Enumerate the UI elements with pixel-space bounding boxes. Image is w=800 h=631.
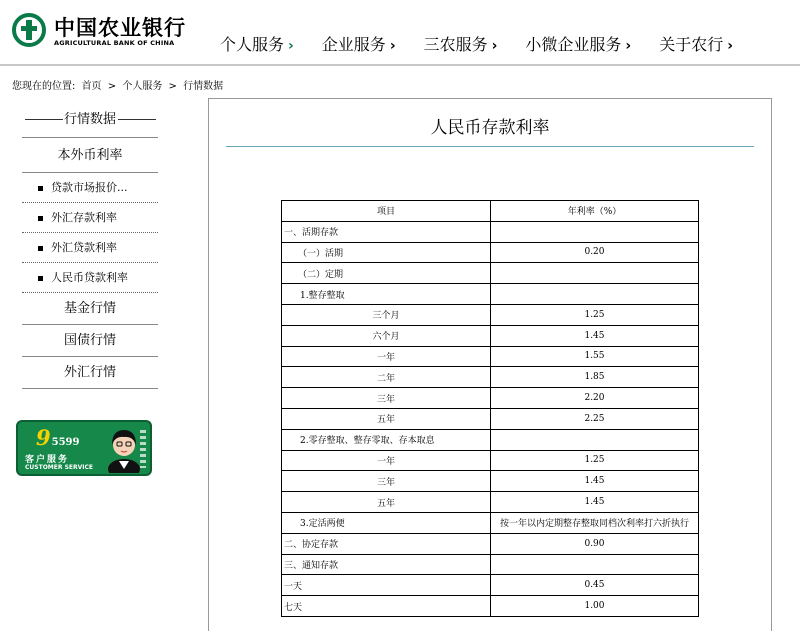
row-rate-value: 1.85	[491, 367, 699, 388]
row-rate-value: 1.00	[491, 596, 699, 617]
column-header-item: 项目	[282, 201, 491, 222]
breadcrumb-personal-services[interactable]: 个人服务	[122, 81, 163, 92]
row-rate-value	[491, 554, 699, 575]
table-row	[282, 388, 699, 409]
sidebar-item-fx-market[interactable]: 外汇行情	[22, 357, 158, 389]
customer-service-banner[interactable]	[16, 420, 152, 476]
row-label: 一年	[282, 346, 491, 367]
row-label: 五年	[282, 408, 491, 429]
decorative-stripes	[140, 430, 146, 468]
row-rate-value	[491, 263, 699, 284]
nav-corporate-services[interactable]: 企业服务 ›	[321, 35, 396, 54]
table-row	[282, 492, 699, 513]
nav-about-abc[interactable]: 关于农行 ›	[659, 35, 733, 54]
square-bullet-icon	[38, 246, 43, 251]
table-row	[282, 221, 699, 242]
breadcrumb	[12, 77, 226, 92]
table-row	[282, 533, 699, 554]
site-header	[0, 0, 800, 66]
nav-small-business-services[interactable]: 小微企业服务 ›	[525, 35, 632, 54]
table-row	[282, 575, 699, 596]
row-label: （一）活期	[282, 242, 491, 263]
sidebar	[22, 102, 158, 389]
nav-personal-services[interactable]: 个人服务 ›	[220, 35, 294, 54]
sidebar-item-fx-loan-rates[interactable]: 外汇贷款利率	[22, 233, 158, 263]
service-agent-avatar-icon	[106, 425, 142, 473]
breadcrumb-prefix: 您现在的位置:	[12, 81, 76, 92]
content-panel	[208, 98, 772, 631]
sidebar-item-lpr[interactable]: 贷款市场报价...	[22, 173, 158, 203]
square-bullet-icon	[38, 216, 43, 221]
row-rate-value: 0.90	[491, 533, 699, 554]
table-row	[282, 408, 699, 429]
chevron-right-icon: ›	[491, 38, 498, 54]
table-row	[282, 263, 699, 284]
row-rate-value: 2.20	[491, 388, 699, 409]
table-row	[282, 554, 699, 575]
row-label: 三年	[282, 388, 491, 409]
row-rate-value: 1.45	[491, 471, 699, 492]
row-rate-value	[491, 429, 699, 450]
row-rate-value: 2.25	[491, 408, 699, 429]
customer-service-label-en: CUSTOMER SERVICE	[25, 464, 93, 471]
table-row	[282, 242, 699, 263]
breadcrumb-separator: >	[107, 81, 117, 92]
table-header-row	[282, 201, 699, 222]
table-row	[282, 367, 699, 388]
sidebar-item-rmb-loan-rates[interactable]: 人民币贷款利率	[22, 263, 158, 293]
customer-service-label: 客户服务	[25, 455, 70, 465]
row-rate-value: 1.25	[491, 304, 699, 325]
chevron-right-icon: ›	[625, 38, 632, 54]
table-row	[282, 346, 699, 367]
row-label: 三、通知存款	[282, 554, 491, 575]
row-label: 七天	[282, 596, 491, 617]
hotline-number: 95599	[36, 425, 80, 450]
breadcrumb-home[interactable]: 首页	[81, 81, 102, 92]
table-row	[282, 429, 699, 450]
logo-english-name: AGRICULTURAL BANK OF CHINA	[54, 39, 175, 47]
row-rate-value: 0.45	[491, 575, 699, 596]
sidebar-item-bond-market[interactable]: 国债行情	[22, 325, 158, 357]
abc-emblem-icon	[12, 13, 46, 47]
row-label: 三个月	[282, 304, 491, 325]
breadcrumb-separator: >	[168, 81, 177, 92]
row-label: 五年	[282, 492, 491, 513]
chevron-right-icon: ›	[288, 38, 294, 54]
row-label: 1.整存整取	[282, 284, 491, 305]
title-divider	[226, 146, 754, 147]
table-row	[282, 325, 699, 346]
row-rate-value: 1.45	[491, 492, 699, 513]
sidebar-heading-text: 行情数据	[63, 112, 116, 127]
row-rate-value	[491, 284, 699, 305]
table-row	[282, 304, 699, 325]
square-bullet-icon	[38, 276, 43, 281]
sidebar-item-fund-market[interactable]: 基金行情	[22, 293, 158, 325]
square-bullet-icon	[38, 186, 43, 191]
row-label: 六个月	[282, 325, 491, 346]
sidebar-item-fx-deposit-rates[interactable]: 外汇存款利率	[22, 203, 158, 233]
table-row	[282, 596, 699, 617]
row-rate-value: 0.20	[491, 242, 699, 263]
table-row	[282, 512, 699, 533]
bank-logo[interactable]	[12, 12, 192, 52]
sidebar-section-fx-rates[interactable]: 本外币利率	[22, 137, 158, 173]
sidebar-heading	[22, 102, 158, 137]
row-label: 二年	[282, 367, 491, 388]
deposit-rates-table	[281, 200, 699, 617]
row-rate-value: 1.45	[491, 325, 699, 346]
row-rate-value: 1.25	[491, 450, 699, 471]
breadcrumb-current: 行情数据	[183, 81, 224, 92]
heading-rule-right	[118, 119, 156, 120]
row-label: 一天	[282, 575, 491, 596]
row-label: 一、活期存款	[282, 221, 491, 242]
logo-chinese-name: 中国农业银行	[54, 15, 186, 40]
column-header-rate: 年利率（%）	[491, 201, 699, 222]
row-label: 二、协定存款	[282, 533, 491, 554]
row-label: 一年	[282, 450, 491, 471]
heading-rule-left	[25, 119, 63, 120]
chevron-right-icon: ›	[727, 38, 733, 54]
nav-rural-services[interactable]: 三农服务 ›	[423, 35, 498, 54]
main-nav	[205, 32, 761, 56]
row-rate-value: 按一年以内定期整存整取同档次利率打六折执行	[491, 512, 699, 533]
row-rate-value	[491, 221, 699, 242]
row-label: 2.零存整取、整存零取、存本取息	[282, 429, 491, 450]
row-rate-value: 1.55	[491, 346, 699, 367]
chevron-right-icon: ›	[389, 38, 396, 54]
rates-table-body	[282, 221, 699, 616]
row-label: 三年	[282, 471, 491, 492]
table-row	[282, 471, 699, 492]
page-title: 人民币存款利率	[430, 118, 550, 138]
row-label: 3.定活两便	[282, 512, 491, 533]
row-label: （二）定期	[282, 263, 491, 284]
table-row	[282, 450, 699, 471]
table-row	[282, 284, 699, 305]
